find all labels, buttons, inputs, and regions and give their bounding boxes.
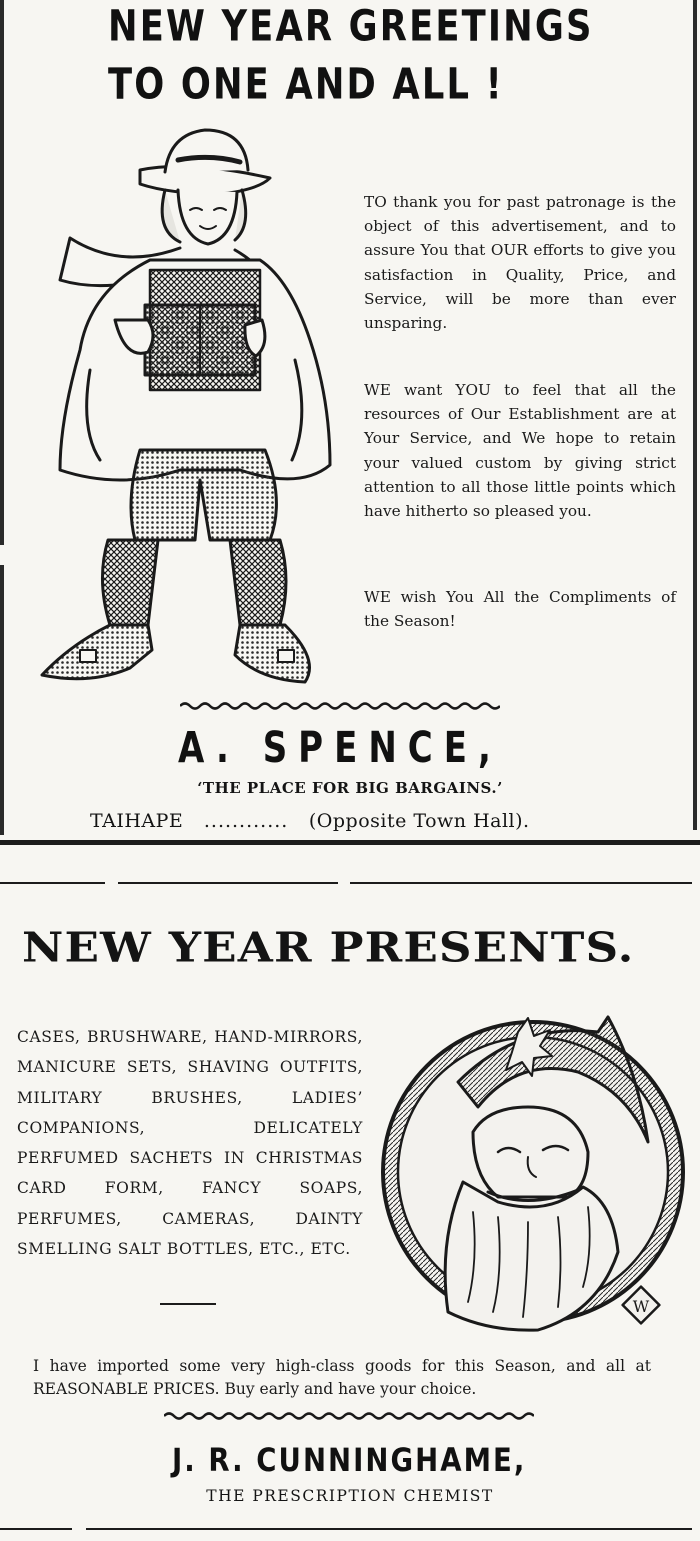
paragraph-compliments: WE wish You All the Compliments of the Season! bbox=[364, 588, 676, 631]
headline-line-1: NEW YEAR GREETINGS bbox=[108, 0, 594, 51]
wavy-divider bbox=[180, 700, 500, 712]
location-text: (Opposite Town Hall). bbox=[308, 810, 530, 832]
wavy-divider bbox=[164, 1410, 534, 1422]
bottom-rule-segment bbox=[0, 1528, 72, 1530]
left-edge-mark bbox=[0, 0, 4, 545]
ad-separator-top bbox=[0, 840, 700, 845]
merchant-name-spence: A. SPENCE, bbox=[178, 723, 502, 773]
ad-separator-segment bbox=[0, 882, 105, 884]
merchant-name-cunninghame: J. R. CUNNINGHAME, bbox=[172, 1442, 527, 1480]
gentleman-reading-illustration bbox=[30, 120, 340, 715]
father-christmas-illustration bbox=[378, 1012, 688, 1342]
town-name: TAIHAPE bbox=[90, 810, 184, 832]
ad-separator-segment bbox=[350, 882, 692, 884]
product-list: CASES, BRUSHWARE, HAND-MIRRORS, MANICURE SETS, SHAVING OUTFITS, MILITARY BRUSHES, LADIES’ COMPANIONS, DELICATELY PERFUMED SACHETS IN CHRISTMAS CARD FORM, FANCY SOAPS, PERFUMES, CAMERAS, DAINTY SMELLING SALT BOTTLES, ETC., ETC. bbox=[17, 1028, 363, 1259]
paragraph-service: WE want YOU to feel that all the resources of Our Establishment are at Your Service, and We hope to retain your valued custom by giving strict attention to all those little points which have hitherto so pleased you. bbox=[364, 381, 676, 521]
short-rule bbox=[160, 1303, 216, 1305]
bottom-rule-segment bbox=[86, 1528, 692, 1530]
chemist-title: THE PRESCRIPTION CHEMIST bbox=[206, 1487, 494, 1505]
import-notice: I have imported some very high-class goods for this Season, and all at REASONABLE PRICES. Buy early and have your choice. bbox=[33, 1357, 651, 1398]
left-edge-mark bbox=[0, 565, 4, 835]
artist-monogram: W bbox=[632, 1297, 650, 1316]
ad-separator-segment bbox=[118, 882, 338, 884]
slogan: ‘THE PLACE FOR BIG BARGAINS.’ bbox=[197, 779, 503, 797]
right-edge-mark bbox=[693, 0, 697, 830]
headline-presents: NEW YEAR PRESENTS. bbox=[22, 924, 635, 972]
paragraph-thanks: TO thank you for past patronage is the object of this advertisement, and to assure You that OUR efforts to give you satisfaction in Quality, Price, and Service, will be more than ever unsparing. bbox=[364, 193, 676, 333]
headline-line-2: TO ONE AND ALL ! bbox=[108, 58, 504, 109]
leader-dots: ............ bbox=[203, 810, 289, 832]
address-line bbox=[90, 810, 530, 832]
